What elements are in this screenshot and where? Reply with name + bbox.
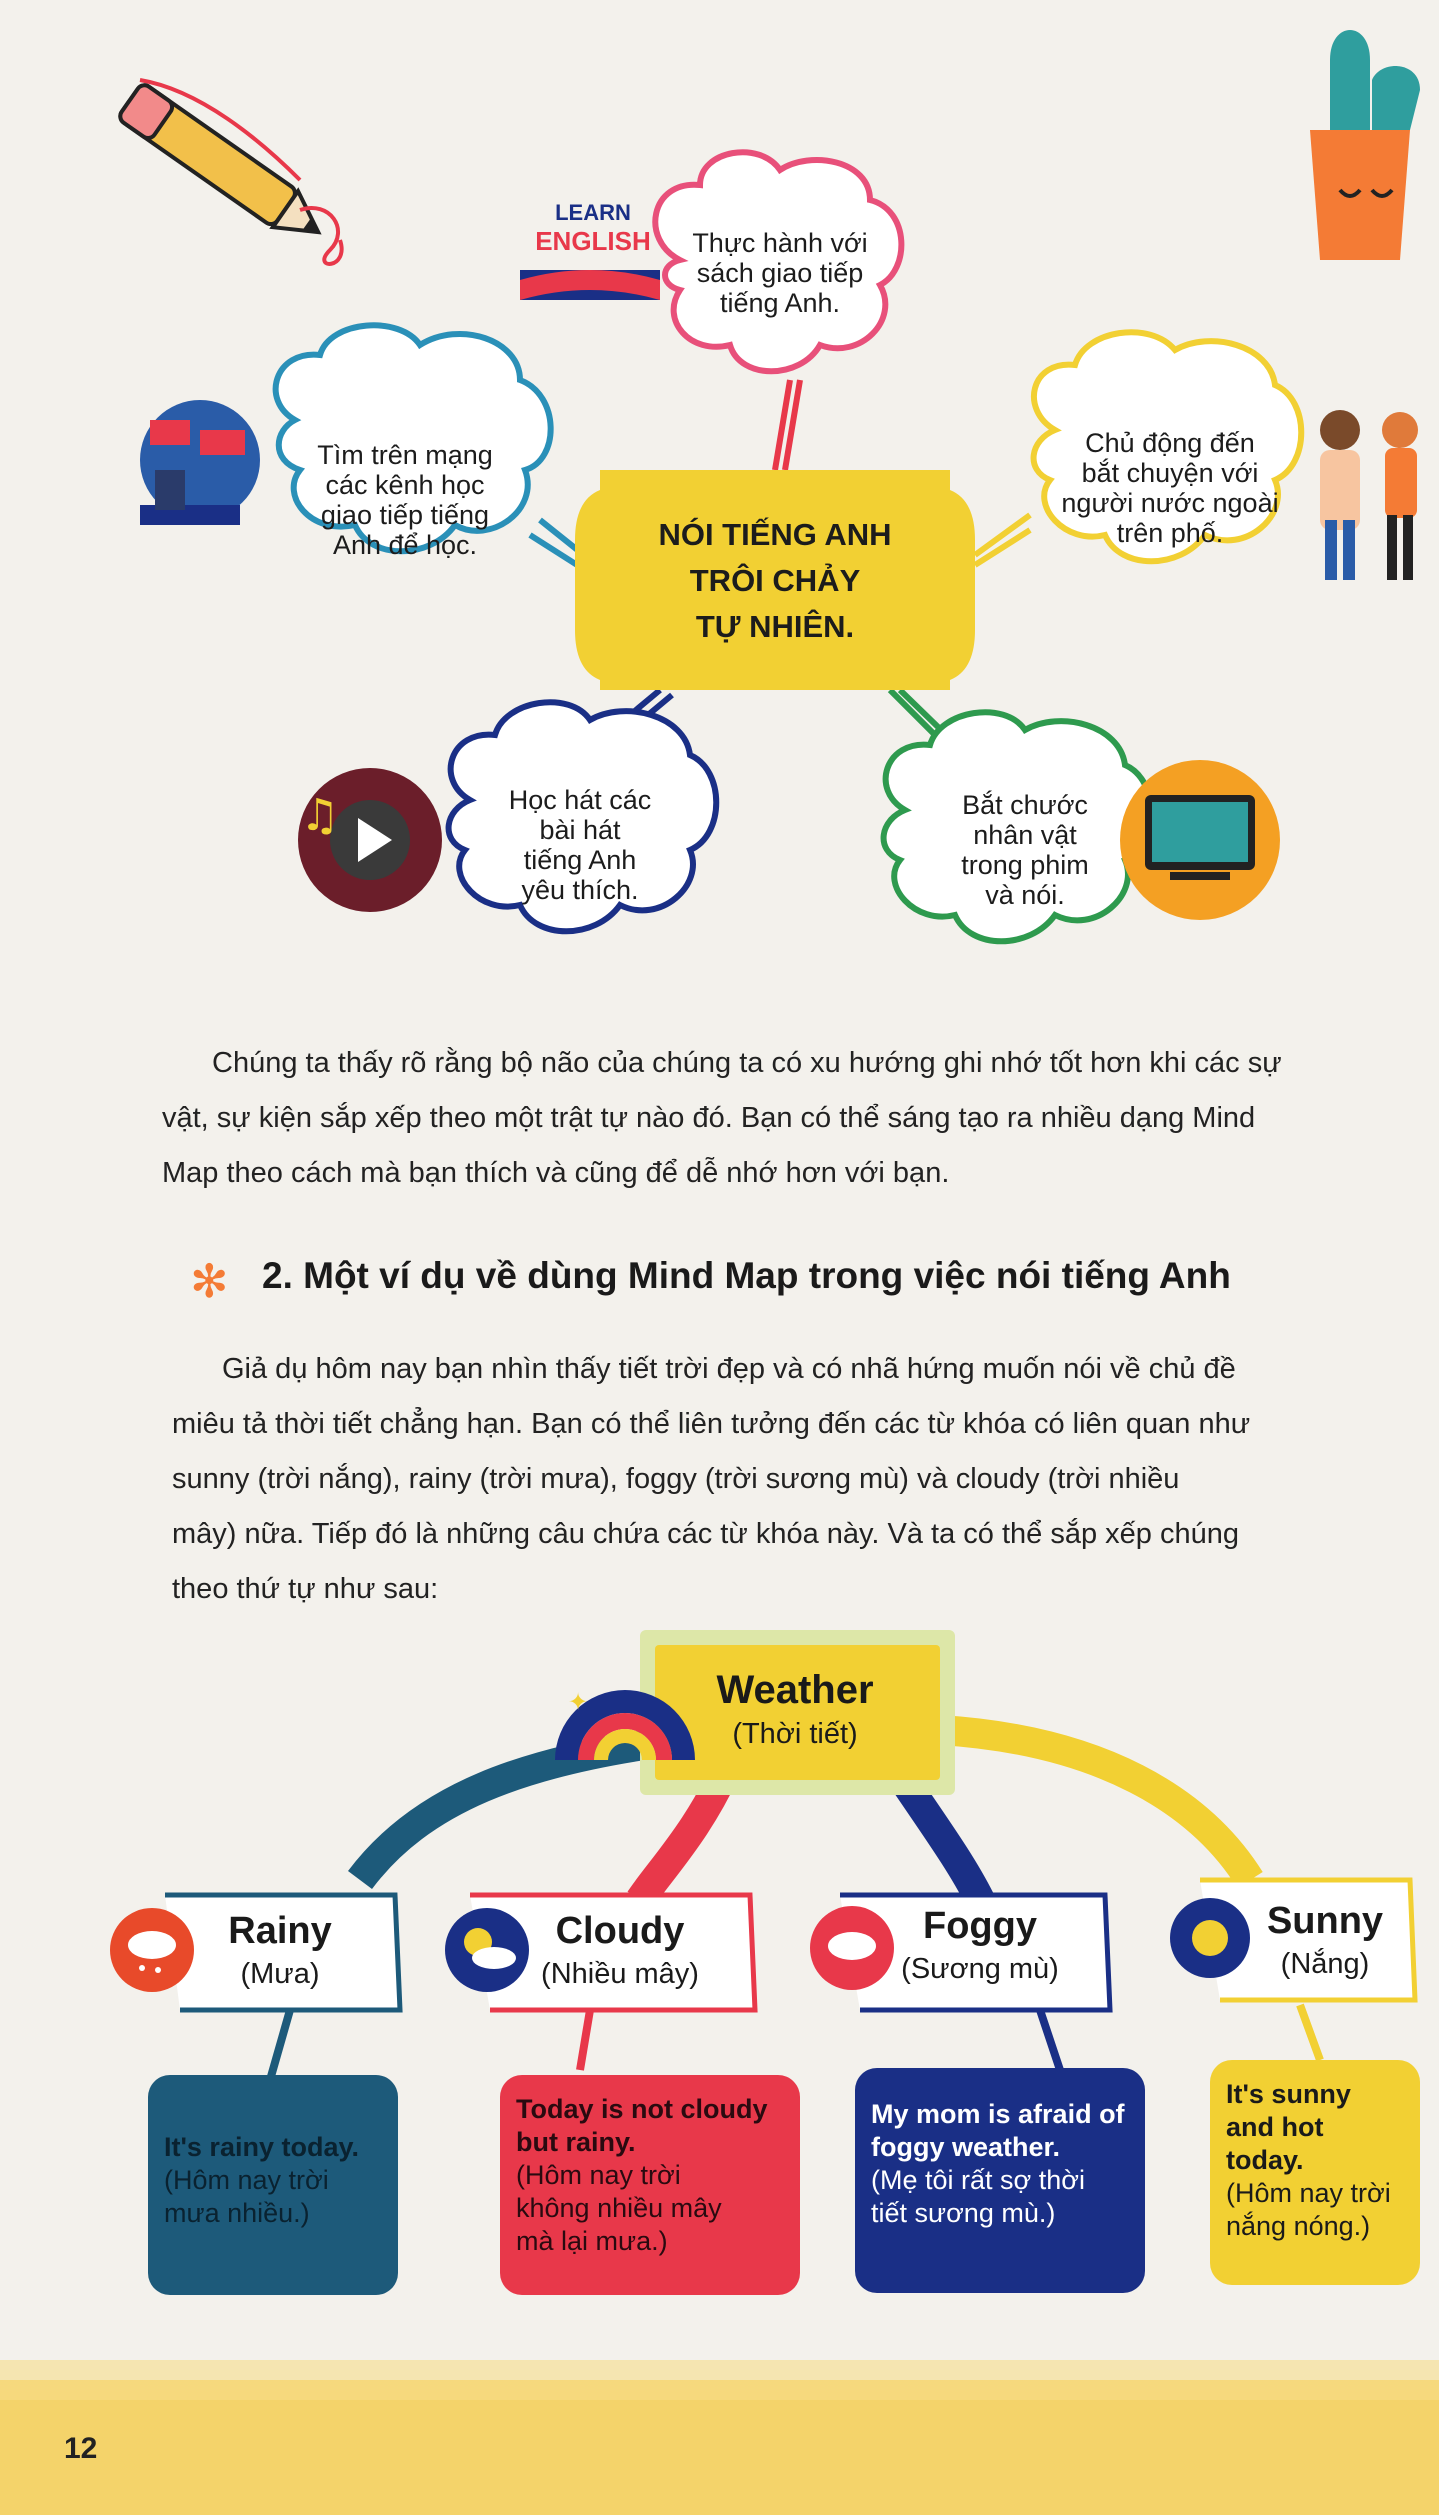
paragraph-line: miêu tả thời tiết chẳng hạn. Bạn có thể liên tưởng đến các từ khóa có liên quan như — [172, 1408, 1251, 1440]
section-heading: 2. Một ví dụ về dùng Mind Map trong việc nói tiếng Anh — [262, 1255, 1231, 1296]
bubble-bottom-left-line: tiếng Anh — [523, 845, 637, 875]
rainy-translation-line: mưa nhiều.) — [164, 2198, 310, 2228]
center-line: TỰ NHIÊN. — [695, 609, 855, 644]
svg-text:♫: ♫ — [300, 790, 340, 841]
logo-line-1: LEARN — [555, 200, 631, 225]
cactus-icon — [1310, 30, 1420, 260]
foggy-icon — [810, 1906, 894, 1990]
pencil-icon — [117, 80, 341, 264]
bubble-bottom-left-line: yêu thích. — [521, 875, 639, 905]
sunny-card — [1210, 2060, 1420, 2285]
cloudy-title: Cloudy — [555, 1910, 685, 1952]
sunny-translation-line: nắng nóng.) — [1226, 2211, 1371, 2241]
weather-subtitle: (Thời tiết) — [732, 1718, 858, 1750]
center-line: TRÔI CHẢY — [689, 563, 861, 598]
logo-line-2: ENGLISH — [535, 226, 651, 256]
music-play-icon — [298, 768, 442, 912]
center-topic — [600, 512, 950, 650]
bubble-top-line: tiếng Anh. — [719, 288, 841, 318]
foggy-sentence: My mom is afraid of foggy weather. — [871, 2099, 1125, 2162]
bubble-left-line: các kênh học — [325, 470, 485, 500]
cloudy-translation-line: không nhiều mây — [516, 2193, 722, 2223]
foggy-translation-line: tiết sương mù.) — [871, 2198, 1056, 2228]
bubble-top-text — [670, 228, 890, 318]
bottom-band — [0, 2380, 1439, 2515]
paragraph-line: sunny (trời nắng), rainy (trời mưa), foggy (trời sương mù) và cloudy (trời nhiều — [172, 1463, 1180, 1495]
center-line: NÓI TIẾNG ANH — [658, 517, 892, 552]
paragraph-line: Chúng ta thấy rõ rằng bộ não của chúng ta có xu hướng ghi nhớ tốt hơn khi các sự — [212, 1047, 1282, 1079]
rainy-subtitle: (Mưa) — [240, 1958, 320, 1990]
sunny-title: Sunny — [1266, 1900, 1384, 1942]
book-icon — [520, 270, 660, 300]
asterisk-icon: ✻ — [190, 1254, 229, 1308]
rainy-icon — [110, 1908, 194, 1992]
svg-text:✦: ✦ — [568, 1688, 589, 1716]
bubble-left-line: Tìm trên mạng — [317, 440, 493, 470]
foggy-translation-line: (Mẹ tôi rất sợ thời — [871, 2165, 1085, 2195]
bubble-left-line: giao tiếp tiếng — [320, 500, 490, 530]
rainy-card — [148, 2075, 398, 2295]
cloudy-subtitle: (Nhiều mây) — [541, 1958, 699, 1990]
bubble-top-line: sách giao tiếp — [696, 258, 864, 288]
sunny-subtitle: (Nắng) — [1280, 1948, 1370, 1980]
tv-icon — [1120, 760, 1280, 920]
rainy-translation-line: (Hôm nay trời — [164, 2165, 329, 2195]
bubble-right-line: trên phố. — [1116, 518, 1224, 548]
cloudy-icon — [445, 1908, 529, 1992]
sunny-sentence: It's sunny and hot today. — [1226, 2079, 1351, 2175]
paragraph-line: theo thứ tự như sau: — [172, 1573, 439, 1605]
foggy-title: Foggy — [923, 1905, 1037, 1947]
bubble-right-line: bắt chuyện với — [1081, 458, 1259, 488]
bubble-right-line: người nước ngoài — [1061, 488, 1279, 518]
cloudy-translation-line: (Hôm nay trời — [516, 2160, 681, 2190]
rainy-title: Rainy — [228, 1910, 332, 1952]
bubble-top-line: Thực hành với — [692, 228, 868, 258]
cloudy-sentence: Today is not cloudy but rainy. — [516, 2094, 768, 2157]
bubble-right-line: Chủ động đến — [1085, 428, 1255, 458]
paragraph-line: Map theo cách mà bạn thích và cũng để dễ nhớ hơn với bạn. — [162, 1157, 950, 1189]
bubble-left-line: Anh để học. — [332, 530, 478, 560]
paragraph-line: Giả dụ hôm nay bạn nhìn thấy tiết trời đẹp và có nhã hứng muốn nói về chủ đề — [222, 1353, 1236, 1385]
bubble-bottom-right-line: trong phim — [961, 850, 1089, 880]
paragraph-line: vật, sự kiện sắp xếp theo một trật tự nào đó. Bạn có thể sáng tạo ra nhiều dạng Mind — [162, 1102, 1256, 1134]
bubble-left-text — [290, 440, 520, 560]
bubble-bottom-right-line: nhân vật — [973, 820, 1077, 850]
bubble-bottom-right-line: và nói. — [985, 880, 1065, 910]
weather-title: Weather — [716, 1668, 874, 1712]
paragraph-example — [172, 1342, 1392, 1617]
cloudy-translation-line: mà lại mưa.) — [516, 2226, 668, 2256]
paragraph-line: mây) nữa. Tiếp đó là những câu chứa các từ khóa này. Và ta có thể sắp xếp chúng — [172, 1518, 1239, 1550]
foggy-subtitle: (Sương mù) — [901, 1953, 1059, 1985]
foggy-card — [855, 2068, 1145, 2293]
rainy-sentence: It's rainy today. — [164, 2132, 359, 2162]
bubble-bottom-right-text — [915, 790, 1135, 910]
bubble-right-text — [1045, 428, 1295, 548]
people-icon — [1320, 410, 1418, 580]
bubble-bottom-right-line: Bắt chước — [962, 790, 1088, 820]
sunny-translation-line: (Hôm nay trời — [1226, 2178, 1391, 2208]
page-number: 12 — [64, 2432, 98, 2465]
paragraph-intro — [162, 1036, 1392, 1201]
learn-english-logo — [528, 200, 658, 257]
cloudy-card — [500, 2075, 800, 2295]
bubble-bottom-left-text — [470, 785, 690, 905]
online-learning-icon — [140, 400, 260, 525]
bubble-bottom-left-line: bài hát — [539, 815, 621, 845]
weather-stems — [270, 2005, 1320, 2080]
sunny-icon — [1170, 1898, 1250, 1978]
bubble-bottom-left-line: Học hát các — [508, 785, 652, 815]
